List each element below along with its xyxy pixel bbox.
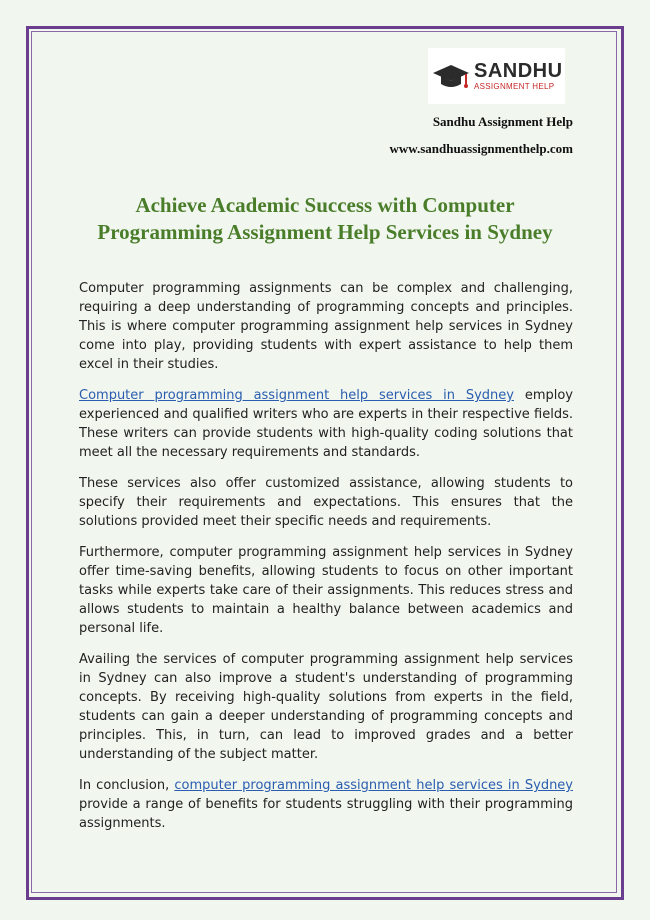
conclusion-services-link[interactable]: computer programming assignment help services in Sydney (174, 778, 573, 793)
page-title: Achieve Academic Success with Computer Programming Assignment Help Services in Sydney (97, 193, 553, 244)
paragraph-customized: These services also offer customized assistance, allowing students to specify their requirements and expectations. This ensures that the solutions provided meet their specific needs and requirements. (79, 476, 573, 529)
logo (428, 48, 565, 104)
paragraph-understanding: Availing the services of computer programming assignment help services in Sydney can also improve a student's understanding of programming concepts. By receiving high-quality solutions from experts in the field, students can gain a deeper understanding of programming concepts and principles. This, in turn, can lead to improved grades and a better understanding of the subject matter. (79, 652, 573, 762)
paragraph-conclusion-text: provide a range of benefits for students struggling with their programming assignments. (79, 797, 573, 831)
article-body (79, 279, 573, 845)
graduation-cap-icon (432, 61, 470, 91)
website-url: www.sandhuassignmenthelp.com (389, 141, 573, 156)
company-name: Sandhu Assignment Help (432, 114, 573, 129)
logo-brand: SANDHU (474, 60, 563, 82)
paragraph-time-saving: Furthermore, computer programming assignment help services in Sydney offer time-saving benefits, allowing students to focus on other important tasks while experts take care of their assignments. This reduces stress and allows students to maintain a healthy balance between academics and personal life. (79, 545, 573, 636)
paragraph-writers (79, 386, 573, 462)
logo-tagline: ASSIGNMENT HELP (474, 82, 555, 91)
paragraph-conclusion-start: In conclusion, (79, 778, 175, 793)
paragraph-writers-text: employ experienced and qualified writers who are experts in their respective fields. These writers can provide students with high-quality coding solutions that meet all the necessary requirements and standards. (79, 388, 573, 460)
services-link[interactable]: Computer programming assignment help services in Sydney (79, 388, 514, 403)
paragraph-conclusion (79, 776, 573, 833)
paragraph-intro: Computer programming assignments can be complex and challenging, requiring a deep understanding of programming concepts and principles. This is where computer programming assignment help services in Sydney come into play, providing students with expert assistance to help them excel in their studies. (79, 281, 573, 372)
